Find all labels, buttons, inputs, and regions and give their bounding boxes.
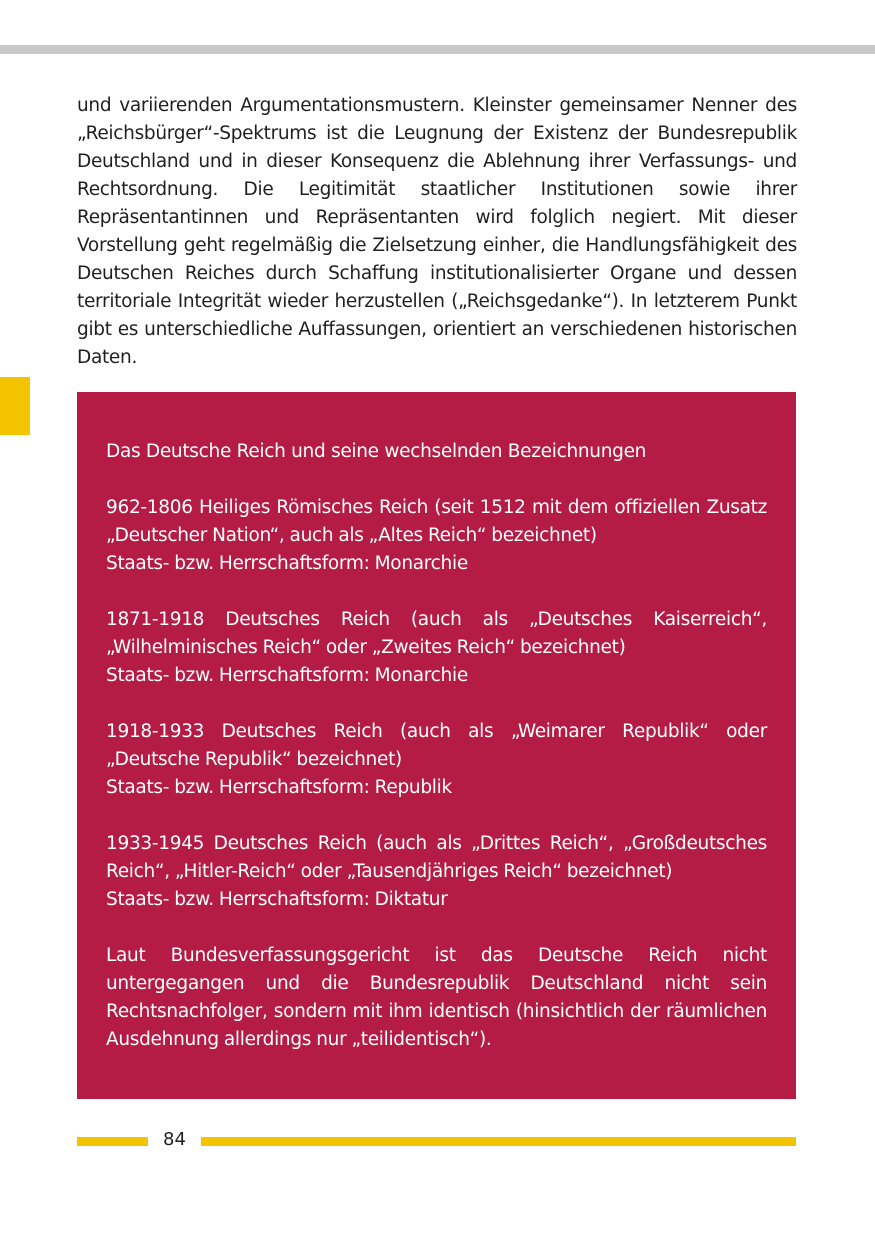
info-box-title: Das Deutsche Reich und seine wechselnden Bezeichnungen	[106, 441, 647, 462]
info-entry-holy-roman-empire	[106, 494, 767, 578]
info-entry-form: Staats- bzw. Herrschaftsform: Republik	[106, 777, 452, 798]
body-paragraph: und variierenden Argumentationsmustern. Kleinster gemeinsamer Nenner des „Reichsbürger“-Spektrums ist die Leugnung der Existenz der Bundesrepublik Deutschland und in dieser Konsequenz die Ablehnung ihrer Verfassungs- und Rechtsordnung. Die Legitimität staatlicher Institutionen sowie ihrer Repräsentantinnen und Repräsentanten wird folglich negiert. Mit dieser Vorstellung geht regelmäßig die Zielsetzung einher, die Handlungsfähigkeit des Deutschen Reiches durch Schaffung institutionalisierter Organe und dessen territoriale Integrität wieder herzustellen („Reichsgedanke“). In letzterem Punkt gibt es unterschiedliche Auffassungen, orientiert an verschiedenen historischen Daten.	[77, 95, 797, 368]
info-entry-description: 962-1806 Heiliges Römisches Reich (seit 1512 mit dem offiziellen Zusatz „Deutscher Nation“, auch als „Altes Reich“ bezeichnet)	[106, 497, 767, 546]
info-entry-weimar	[106, 718, 767, 802]
info-entry-form: Staats- bzw. Herrschaftsform: Monarchie	[106, 553, 468, 574]
info-entry-third-reich	[106, 830, 767, 914]
info-entry-form: Staats- bzw. Herrschaftsform: Diktatur	[106, 889, 448, 910]
info-box	[77, 392, 796, 1099]
info-entry-kaiserreich	[106, 606, 767, 690]
info-entry-form: Staats- bzw. Herrschaftsform: Monarchie	[106, 665, 468, 686]
info-entry-description: 1918-1933 Deutsches Reich (auch als „Weimarer Republik“ oder „Deutsche Republik“ bezeichnet)	[106, 721, 767, 770]
info-box-note: Laut Bundesverfassungsgericht ist das Deutsche Reich nicht untergegangen und die Bundesrepublik Deutschland nicht sein Rechtsnachfolger, sondern mit ihm identisch (hinsichtlich der räumlichen Ausdehnung allerdings nur „teilidentisch“).	[106, 945, 767, 1050]
footer-bar-left	[77, 1137, 148, 1146]
info-entry-description: 1871-1918 Deutsches Reich (auch als „Deutsches Kaiserreich“, „Wilhelminisches Reich“ oder „Zweites Reich“ bezeichnet)	[106, 609, 767, 658]
chapter-tab-marker	[0, 377, 30, 435]
header-rule	[0, 45, 875, 54]
footer-bar-right	[201, 1137, 796, 1146]
page-number: 84	[163, 1129, 186, 1150]
info-entry-description: 1933-1945 Deutsches Reich (auch als „Drittes Reich“, „Großdeutsches Reich“, „Hitler-Reich“ oder „Tausendjähriges Reich“ bezeichnet)	[106, 833, 767, 882]
